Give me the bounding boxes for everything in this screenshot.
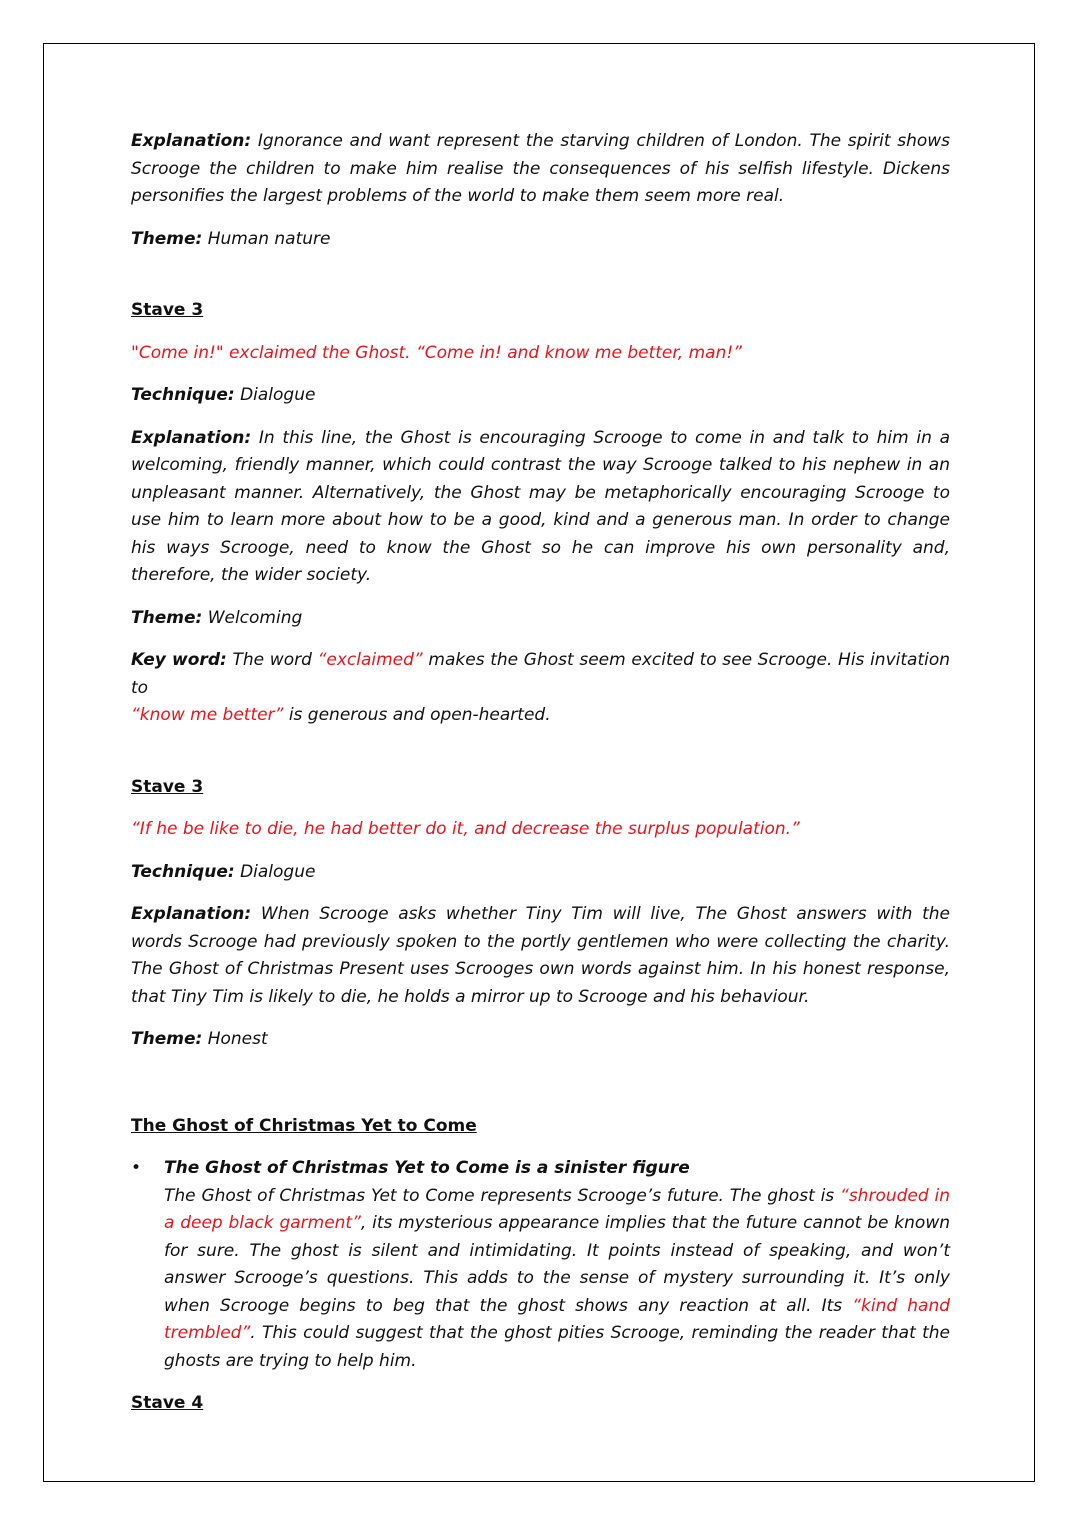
bullet-text: The Ghost of Christmas Yet to Come represents Scrooge’s future. The ghost is [164, 1185, 835, 1206]
bullet-icon: • [131, 1158, 142, 1178]
technique-text: Dialogue [240, 861, 316, 882]
section-heading: The Ghost of Christmas Yet to Come [131, 1115, 477, 1136]
keyword-paragraph [131, 647, 950, 730]
keyword-quote: “know me better” [131, 705, 284, 725]
explanation-paragraph [131, 901, 950, 1011]
quote: “If he be like to die, he had better do it, and decrease the surplus population.” [131, 819, 800, 839]
keyword-text: makes the Ghost seem excited to see Scrooge. His invitation to [131, 650, 951, 698]
explanation-label: Explanation: [131, 904, 252, 924]
technique-label: Technique: [131, 385, 235, 405]
quote: "Come in!" exclaimed the Ghost. “Come in! and know me better, man!” [131, 342, 742, 363]
explanation-text: In this line, the Ghost is encouraging Scrooge to come in and talk to him in a welcoming, friendly manner, which could contrast the way Scrooge talked to his nephew in an unpleasant manner. Alternatively, the Ghost may be metaphorically encouraging Scrooge to use him to learn more about how to be a good, kind and a generous man. In order to change his ways Scrooge, need to know the Ghost so he can improve his own personality and, therefore, the wider society. [131, 427, 950, 585]
theme-paragraph [131, 226, 950, 254]
explanation-text: Ignorance and want represent the starving children of London. The spirit shows Scrooge the children to make him realise the consequences of his selfish lifestyle. Dickens personifies the largest problems of the world to make them seem more real. [131, 131, 950, 206]
keyword-text: is generous and open-hearted. [288, 705, 551, 725]
theme-paragraph [131, 605, 950, 633]
theme-text: Welcoming [207, 607, 303, 628]
bullet-quote: “kind hand trembled” [164, 1295, 951, 1343]
technique-paragraph [131, 382, 950, 410]
technique-label: Technique: [131, 861, 235, 882]
theme-label: Theme: [131, 228, 203, 249]
explanation-paragraph [131, 425, 950, 590]
bullet-text: . This could suggest that the ghost pities Scrooge, reminding the reader that the ghosts are trying to help him. [164, 1323, 950, 1371]
bullet-title: The Ghost of Christmas Yet to Come is a sinister figure [164, 1158, 690, 1178]
keyword-label: Key word: [131, 650, 227, 670]
technique-paragraph [131, 859, 950, 887]
theme-label: Theme: [131, 607, 203, 628]
technique-text: Dialogue [240, 385, 316, 405]
explanation-label: Explanation: [131, 131, 252, 151]
bullet-item [131, 1155, 950, 1375]
theme-paragraph [131, 1026, 950, 1054]
keyword-quote: “exclaimed” [317, 650, 423, 670]
theme-text: Human nature [207, 228, 331, 249]
section-heading: Stave 3 [131, 776, 204, 797]
section-heading: Stave 3 [131, 300, 204, 320]
bullet-body [164, 1183, 950, 1376]
explanation-paragraph [131, 128, 950, 211]
document-body [131, 128, 950, 1433]
explanation-text: When Scrooge asks whether Tiny Tim will live, The Ghost answers with the words Scrooge had previously spoken to the portly gentlemen who were collecting the charity. The Ghost of Christmas Present uses Scrooges own words against him. In his honest response, that Tiny Tim is likely to die, he holds a mirror up to Scrooge and his behaviour. [131, 904, 951, 1007]
theme-label: Theme: [131, 1029, 203, 1049]
theme-text: Honest [207, 1029, 268, 1049]
keyword-text: The word [232, 650, 312, 670]
bullet-quote: “shrouded in a deep black garment” [164, 1185, 950, 1233]
section-heading: Stave 4 [131, 1393, 204, 1413]
explanation-label: Explanation: [131, 427, 252, 448]
bullet-text: , its mysterious appearance implies that the future cannot be known for sure. The ghost is silent and intimidating. It points instead of speaking, and won’t answer Scrooge’s questions. This adds to the sense of mystery surrounding it. It’s only when Scrooge begins to beg that the ghost shows any reaction at all. Its [164, 1213, 950, 1316]
